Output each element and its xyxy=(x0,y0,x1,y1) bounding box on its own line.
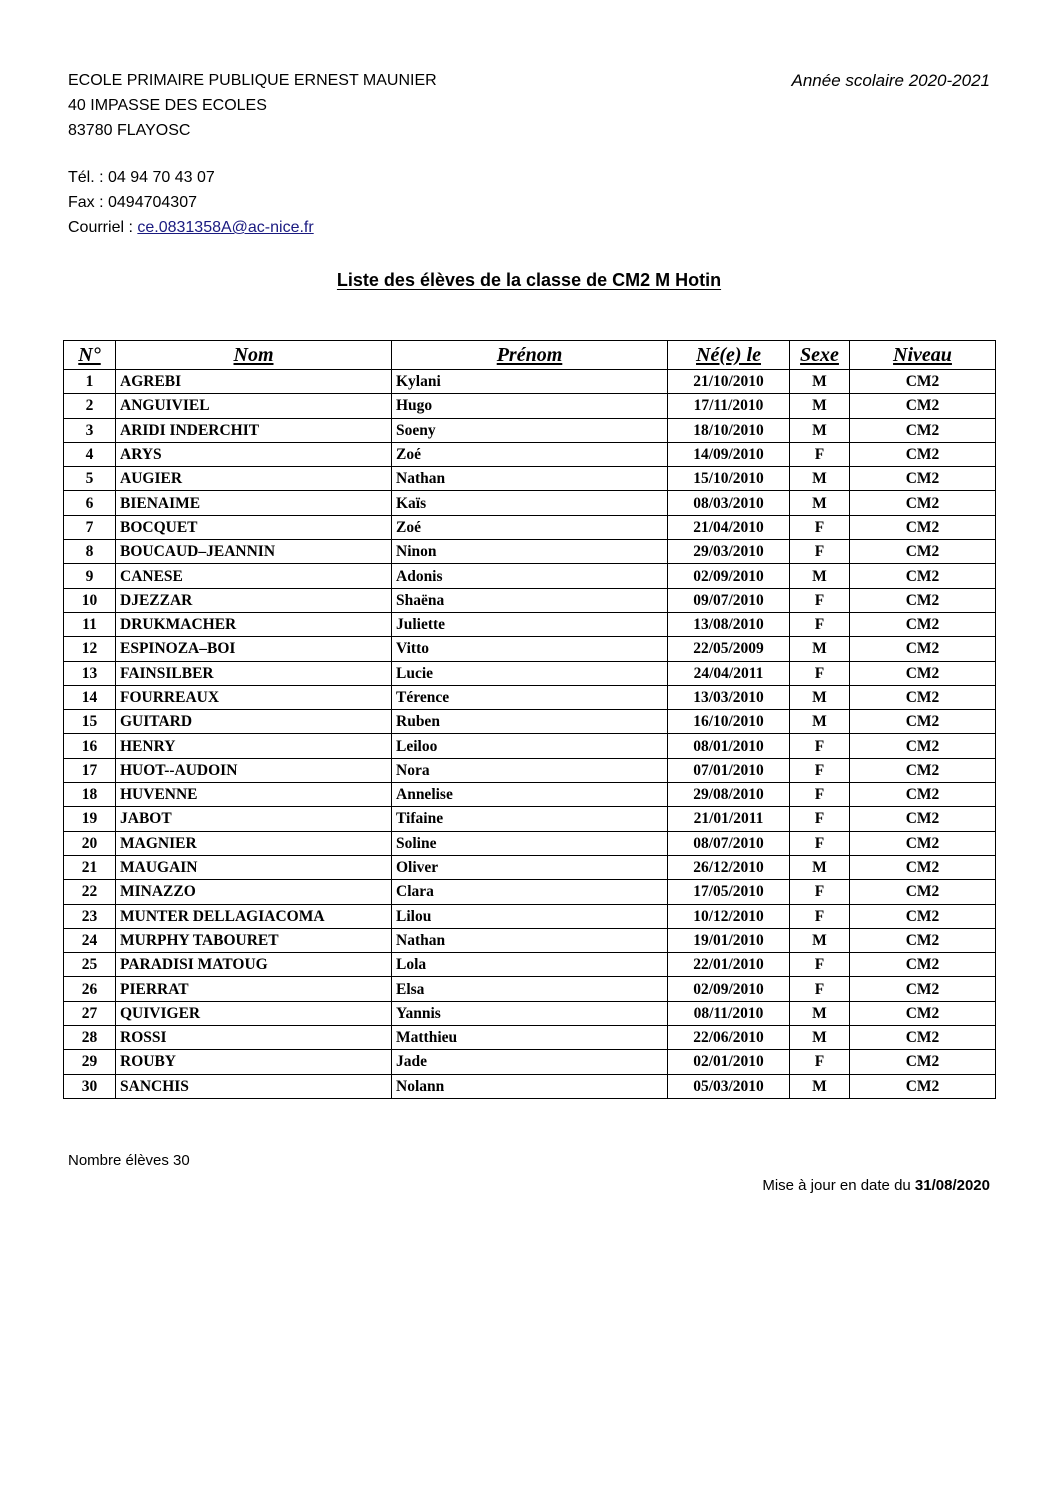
cell-row-number: 25 xyxy=(64,953,116,977)
cell-last-name: MINAZZO xyxy=(116,880,392,904)
cell-birth-date: 17/11/2010 xyxy=(668,394,790,418)
cell-sex: F xyxy=(790,880,850,904)
cell-last-name: BOCQUET xyxy=(116,515,392,539)
cell-row-number: 12 xyxy=(64,637,116,661)
table-row xyxy=(64,758,996,782)
cell-sex: M xyxy=(790,1026,850,1050)
cell-row-number: 10 xyxy=(64,588,116,612)
cell-first-name: Juliette xyxy=(392,612,668,636)
cell-birth-date: 24/04/2011 xyxy=(668,661,790,685)
cell-sex: M xyxy=(790,637,850,661)
table-row xyxy=(64,442,996,466)
table-row xyxy=(64,734,996,758)
cell-level: CM2 xyxy=(850,928,996,952)
cell-row-number: 23 xyxy=(64,904,116,928)
cell-last-name: ROSSI xyxy=(116,1026,392,1050)
cell-row-number: 2 xyxy=(64,394,116,418)
cell-row-number: 20 xyxy=(64,831,116,855)
cell-sex: M xyxy=(790,1001,850,1025)
cell-row-number: 28 xyxy=(64,1026,116,1050)
cell-last-name: SANCHIS xyxy=(116,1074,392,1098)
cell-birth-date: 05/03/2010 xyxy=(668,1074,790,1098)
cell-last-name: MUNTER DELLAGIACOMA xyxy=(116,904,392,928)
cell-level: CM2 xyxy=(850,370,996,394)
cell-row-number: 6 xyxy=(64,491,116,515)
cell-birth-date: 14/09/2010 xyxy=(668,442,790,466)
cell-row-number: 7 xyxy=(64,515,116,539)
table-row xyxy=(64,904,996,928)
cell-last-name: DRUKMACHER xyxy=(116,612,392,636)
table-row xyxy=(64,394,996,418)
table-row xyxy=(64,467,996,491)
table-row xyxy=(64,1074,996,1098)
cell-row-number: 11 xyxy=(64,612,116,636)
cell-sex: F xyxy=(790,807,850,831)
cell-sex: F xyxy=(790,661,850,685)
cell-last-name: ROUBY xyxy=(116,1050,392,1074)
table-row xyxy=(64,1001,996,1025)
cell-level: CM2 xyxy=(850,540,996,564)
cell-row-number: 27 xyxy=(64,1001,116,1025)
cell-last-name: MAUGAIN xyxy=(116,855,392,879)
cell-level: CM2 xyxy=(850,491,996,515)
cell-birth-date: 29/03/2010 xyxy=(668,540,790,564)
update-date-value: 31/08/2020 xyxy=(914,1177,990,1194)
cell-last-name: FAINSILBER xyxy=(116,661,392,685)
fax: Fax : 0494704307 xyxy=(68,194,197,211)
cell-birth-date: 02/01/2010 xyxy=(668,1050,790,1074)
cell-first-name: Kylani xyxy=(392,370,668,394)
cell-level: CM2 xyxy=(850,588,996,612)
cell-last-name: JABOT xyxy=(116,807,392,831)
email-line xyxy=(68,215,314,240)
cell-birth-date: 08/01/2010 xyxy=(668,734,790,758)
cell-sex: F xyxy=(790,734,850,758)
cell-level: CM2 xyxy=(850,880,996,904)
cell-row-number: 30 xyxy=(64,1074,116,1098)
column-header-nom: Nom xyxy=(116,341,392,370)
cell-last-name: ARIDI INDERCHIT xyxy=(116,418,392,442)
cell-row-number: 16 xyxy=(64,734,116,758)
cell-level: CM2 xyxy=(850,637,996,661)
cell-level: CM2 xyxy=(850,661,996,685)
cell-level: CM2 xyxy=(850,685,996,709)
table-row xyxy=(64,418,996,442)
cell-birth-date: 22/01/2010 xyxy=(668,953,790,977)
cell-row-number: 5 xyxy=(64,467,116,491)
cell-first-name: Zoé xyxy=(392,515,668,539)
cell-sex: M xyxy=(790,370,850,394)
page-title xyxy=(0,270,1058,291)
school-year: Année scolaire 2020-2021 xyxy=(791,71,990,90)
table-header-row xyxy=(64,341,996,370)
cell-last-name: QUIVIGER xyxy=(116,1001,392,1025)
table-row xyxy=(64,880,996,904)
cell-last-name: AGREBI xyxy=(116,370,392,394)
cell-last-name: ARYS xyxy=(116,442,392,466)
cell-level: CM2 xyxy=(850,734,996,758)
table-row xyxy=(64,977,996,1001)
cell-first-name: Soeny xyxy=(392,418,668,442)
phone: Tél. : 04 94 70 43 07 xyxy=(68,169,215,186)
cell-birth-date: 10/12/2010 xyxy=(668,904,790,928)
table-row xyxy=(64,710,996,734)
table-row xyxy=(64,1050,996,1074)
cell-sex: F xyxy=(790,612,850,636)
cell-row-number: 29 xyxy=(64,1050,116,1074)
cell-sex: M xyxy=(790,418,850,442)
cell-birth-date: 07/01/2010 xyxy=(668,758,790,782)
cell-first-name: Lilou xyxy=(392,904,668,928)
cell-row-number: 9 xyxy=(64,564,116,588)
cell-first-name: Lucie xyxy=(392,661,668,685)
table-row xyxy=(64,564,996,588)
cell-last-name: FOURREAUX xyxy=(116,685,392,709)
cell-level: CM2 xyxy=(850,953,996,977)
cell-last-name: GUITARD xyxy=(116,710,392,734)
cell-first-name: Hugo xyxy=(392,394,668,418)
cell-sex: F xyxy=(790,442,850,466)
table-row xyxy=(64,928,996,952)
cell-row-number: 18 xyxy=(64,783,116,807)
update-date xyxy=(762,1177,990,1194)
cell-birth-date: 22/06/2010 xyxy=(668,1026,790,1050)
cell-birth-date: 18/10/2010 xyxy=(668,418,790,442)
cell-first-name: Tifaine xyxy=(392,807,668,831)
cell-level: CM2 xyxy=(850,783,996,807)
cell-sex: M xyxy=(790,564,850,588)
table-row xyxy=(64,831,996,855)
cell-level: CM2 xyxy=(850,612,996,636)
cell-first-name: Nathan xyxy=(392,467,668,491)
cell-sex: F xyxy=(790,783,850,807)
school-name: ECOLE PRIMAIRE PUBLIQUE ERNEST MAUNIER xyxy=(68,72,437,89)
cell-last-name: PARADISI MATOUG xyxy=(116,953,392,977)
cell-row-number: 4 xyxy=(64,442,116,466)
cell-first-name: Elsa xyxy=(392,977,668,1001)
cell-first-name: Soline xyxy=(392,831,668,855)
student-count: Nombre élèves 30 xyxy=(68,1152,190,1169)
cell-sex: F xyxy=(790,540,850,564)
cell-birth-date: 22/05/2009 xyxy=(668,637,790,661)
cell-last-name: CANESE xyxy=(116,564,392,588)
cell-last-name: AUGIER xyxy=(116,467,392,491)
cell-first-name: Nolann xyxy=(392,1074,668,1098)
column-header-num: N° xyxy=(64,341,116,370)
table-row xyxy=(64,612,996,636)
cell-first-name: Annelise xyxy=(392,783,668,807)
cell-level: CM2 xyxy=(850,1050,996,1074)
school-address xyxy=(68,68,437,143)
cell-birth-date: 21/04/2010 xyxy=(668,515,790,539)
cell-row-number: 24 xyxy=(64,928,116,952)
cell-level: CM2 xyxy=(850,855,996,879)
students-table xyxy=(63,340,996,1099)
cell-first-name: Térence xyxy=(392,685,668,709)
cell-row-number: 14 xyxy=(64,685,116,709)
cell-sex: M xyxy=(790,855,850,879)
cell-birth-date: 09/07/2010 xyxy=(668,588,790,612)
cell-last-name: MAGNIER xyxy=(116,831,392,855)
table-row xyxy=(64,685,996,709)
cell-last-name: HUVENNE xyxy=(116,783,392,807)
cell-sex: F xyxy=(790,831,850,855)
cell-last-name: PIERRAT xyxy=(116,977,392,1001)
update-label: Mise à jour en date du xyxy=(762,1177,915,1194)
table-row xyxy=(64,588,996,612)
table-row xyxy=(64,807,996,831)
cell-sex: M xyxy=(790,928,850,952)
cell-sex: M xyxy=(790,491,850,515)
cell-first-name: Adonis xyxy=(392,564,668,588)
contact-info xyxy=(68,165,314,240)
column-header-sexe: Sexe xyxy=(790,341,850,370)
cell-last-name: HUOT--AUDOIN xyxy=(116,758,392,782)
cell-birth-date: 21/10/2010 xyxy=(668,370,790,394)
address-line-1: 40 IMPASSE DES ECOLES xyxy=(68,97,267,114)
table-body xyxy=(64,370,996,1099)
cell-sex: M xyxy=(790,685,850,709)
table-row xyxy=(64,783,996,807)
table-row xyxy=(64,953,996,977)
cell-last-name: HENRY xyxy=(116,734,392,758)
table-row xyxy=(64,370,996,394)
cell-level: CM2 xyxy=(850,904,996,928)
email-label: Courriel : xyxy=(68,219,138,236)
cell-row-number: 19 xyxy=(64,807,116,831)
page-title-text: Liste des élèves de la classe de CM2 M Hotin xyxy=(336,270,722,290)
cell-level: CM2 xyxy=(850,418,996,442)
cell-sex: M xyxy=(790,1074,850,1098)
cell-birth-date: 21/01/2011 xyxy=(668,807,790,831)
cell-birth-date: 13/03/2010 xyxy=(668,685,790,709)
cell-first-name: Ruben xyxy=(392,710,668,734)
cell-level: CM2 xyxy=(850,564,996,588)
cell-birth-date: 19/01/2010 xyxy=(668,928,790,952)
cell-level: CM2 xyxy=(850,394,996,418)
cell-sex: M xyxy=(790,467,850,491)
cell-birth-date: 02/09/2010 xyxy=(668,977,790,1001)
cell-row-number: 26 xyxy=(64,977,116,1001)
cell-birth-date: 08/03/2010 xyxy=(668,491,790,515)
cell-row-number: 15 xyxy=(64,710,116,734)
cell-sex: F xyxy=(790,904,850,928)
cell-birth-date: 02/09/2010 xyxy=(668,564,790,588)
cell-first-name: Shaëna xyxy=(392,588,668,612)
cell-row-number: 8 xyxy=(64,540,116,564)
email-link[interactable]: ce.0831358A@ac-nice.fr xyxy=(137,219,314,236)
cell-birth-date: 15/10/2010 xyxy=(668,467,790,491)
cell-level: CM2 xyxy=(850,710,996,734)
cell-first-name: Matthieu xyxy=(392,1026,668,1050)
cell-last-name: ESPINOZA–BOI xyxy=(116,637,392,661)
cell-sex: F xyxy=(790,977,850,1001)
cell-birth-date: 08/11/2010 xyxy=(668,1001,790,1025)
table-row xyxy=(64,1026,996,1050)
cell-first-name: Nora xyxy=(392,758,668,782)
cell-first-name: Zoé xyxy=(392,442,668,466)
table-row xyxy=(64,540,996,564)
table-row xyxy=(64,855,996,879)
cell-birth-date: 08/07/2010 xyxy=(668,831,790,855)
table-row xyxy=(64,491,996,515)
table-row xyxy=(64,637,996,661)
cell-first-name: Clara xyxy=(392,880,668,904)
cell-first-name: Jade xyxy=(392,1050,668,1074)
cell-sex: F xyxy=(790,515,850,539)
cell-birth-date: 17/05/2010 xyxy=(668,880,790,904)
cell-first-name: Lola xyxy=(392,953,668,977)
cell-row-number: 21 xyxy=(64,855,116,879)
cell-row-number: 3 xyxy=(64,418,116,442)
cell-last-name: BOUCAUD–JEANNIN xyxy=(116,540,392,564)
cell-first-name: Leiloo xyxy=(392,734,668,758)
table-row xyxy=(64,661,996,685)
cell-birth-date: 13/08/2010 xyxy=(668,612,790,636)
cell-level: CM2 xyxy=(850,1001,996,1025)
cell-first-name: Vitto xyxy=(392,637,668,661)
cell-level: CM2 xyxy=(850,515,996,539)
table-row xyxy=(64,515,996,539)
cell-birth-date: 16/10/2010 xyxy=(668,710,790,734)
cell-last-name: MURPHY TABOURET xyxy=(116,928,392,952)
column-header-niveau: Niveau xyxy=(850,341,996,370)
cell-first-name: Yannis xyxy=(392,1001,668,1025)
cell-level: CM2 xyxy=(850,467,996,491)
cell-level: CM2 xyxy=(850,807,996,831)
cell-first-name: Kaïs xyxy=(392,491,668,515)
cell-last-name: DJEZZAR xyxy=(116,588,392,612)
cell-level: CM2 xyxy=(850,1074,996,1098)
cell-birth-date: 26/12/2010 xyxy=(668,855,790,879)
cell-level: CM2 xyxy=(850,977,996,1001)
column-header-prenom: Prénom xyxy=(392,341,668,370)
cell-sex: F xyxy=(790,588,850,612)
cell-level: CM2 xyxy=(850,442,996,466)
cell-sex: F xyxy=(790,1050,850,1074)
cell-last-name: BIENAIME xyxy=(116,491,392,515)
cell-sex: F xyxy=(790,758,850,782)
cell-sex: M xyxy=(790,394,850,418)
cell-row-number: 1 xyxy=(64,370,116,394)
cell-sex: F xyxy=(790,953,850,977)
cell-last-name: ANGUIVIEL xyxy=(116,394,392,418)
cell-row-number: 17 xyxy=(64,758,116,782)
cell-level: CM2 xyxy=(850,831,996,855)
address-line-2: 83780 FLAYOSC xyxy=(68,122,191,139)
cell-sex: M xyxy=(790,710,850,734)
cell-row-number: 13 xyxy=(64,661,116,685)
cell-level: CM2 xyxy=(850,1026,996,1050)
cell-row-number: 22 xyxy=(64,880,116,904)
cell-birth-date: 29/08/2010 xyxy=(668,783,790,807)
column-header-date: Né(e) le xyxy=(668,341,790,370)
cell-level: CM2 xyxy=(850,758,996,782)
cell-first-name: Nathan xyxy=(392,928,668,952)
cell-first-name: Ninon xyxy=(392,540,668,564)
cell-first-name: Oliver xyxy=(392,855,668,879)
